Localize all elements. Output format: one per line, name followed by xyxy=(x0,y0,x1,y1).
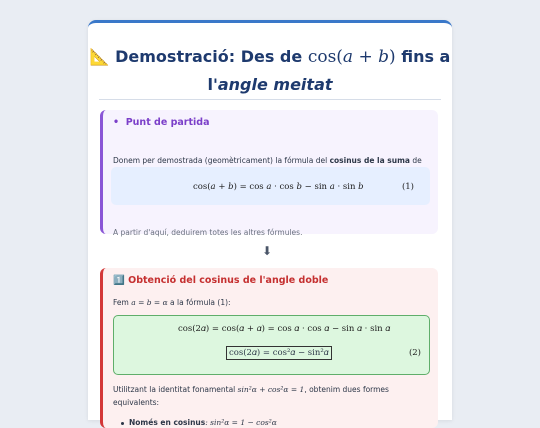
intro-before: Donem per demostrada (geomètricament) la fórmula del xyxy=(113,156,330,165)
bullet-math: : sin²𝛼 = 1 − cos²𝛼 xyxy=(205,418,277,427)
title-formula: cos(𝑎 + 𝑏) xyxy=(307,47,396,67)
identity-prefix: Utilitzant la identitat fonamental xyxy=(113,385,238,394)
line-prefix: Fem xyxy=(113,298,132,307)
result-box xyxy=(113,315,430,375)
title-mid: fins a xyxy=(395,47,451,66)
section-heading-text: Punt de partida xyxy=(125,117,210,128)
down-arrow-icon: ⬇ xyxy=(262,244,273,258)
intro-after: de xyxy=(412,156,422,165)
identity-suffix: , obtenim dues formes equivalents: xyxy=(113,385,389,407)
list-item xyxy=(121,418,277,427)
identity-text xyxy=(113,383,428,409)
intro-bold: cosinus de la suma xyxy=(329,156,410,165)
page-title xyxy=(88,23,452,98)
formula-box xyxy=(111,167,430,205)
identity-math: sin²𝛼 + cos²𝛼 = 1 xyxy=(237,385,305,394)
equation-number: (2) xyxy=(408,348,421,358)
expansion-formula: cos(2𝛼) = cos(𝛼 + 𝛼) = cos 𝛼 · cos 𝛼 − sin 𝛼 · sin 𝛼 xyxy=(178,324,391,334)
equation-number: (1) xyxy=(401,182,414,192)
title-line2-prefix: l' xyxy=(207,75,218,94)
section-heading xyxy=(113,117,210,128)
note-text: A partir d'aquí, deduirem totes les altres fórmules. xyxy=(113,228,303,237)
line-suffix: a la fórmula (1): xyxy=(167,298,231,307)
boxed-result: cos(2𝛼) = cos²𝛼 − sin²𝛼 xyxy=(226,346,332,360)
bullet-bold: Només en cosinus xyxy=(129,418,206,427)
section-starting-point xyxy=(100,110,438,237)
section-double-angle xyxy=(100,268,438,428)
title-divider xyxy=(99,99,441,100)
proof-card xyxy=(88,20,452,427)
bullet-icon: • xyxy=(113,117,120,128)
line-math: 𝑎 = 𝑏 = 𝛼 xyxy=(131,298,168,307)
substitution-text xyxy=(113,296,428,309)
sum-formula: cos(𝑎 + 𝑏) = cos 𝑎 · cos 𝑏 − sin 𝑎 · sin 𝑏 xyxy=(193,182,364,192)
title-line2-em: angle meitat xyxy=(217,75,333,94)
bullet-dot xyxy=(121,422,124,425)
title-prefix: 📐 Demostració: Des de xyxy=(89,47,308,66)
section-heading: 1️⃣ Obtenció del cosinus de l'angle doble xyxy=(113,275,329,286)
